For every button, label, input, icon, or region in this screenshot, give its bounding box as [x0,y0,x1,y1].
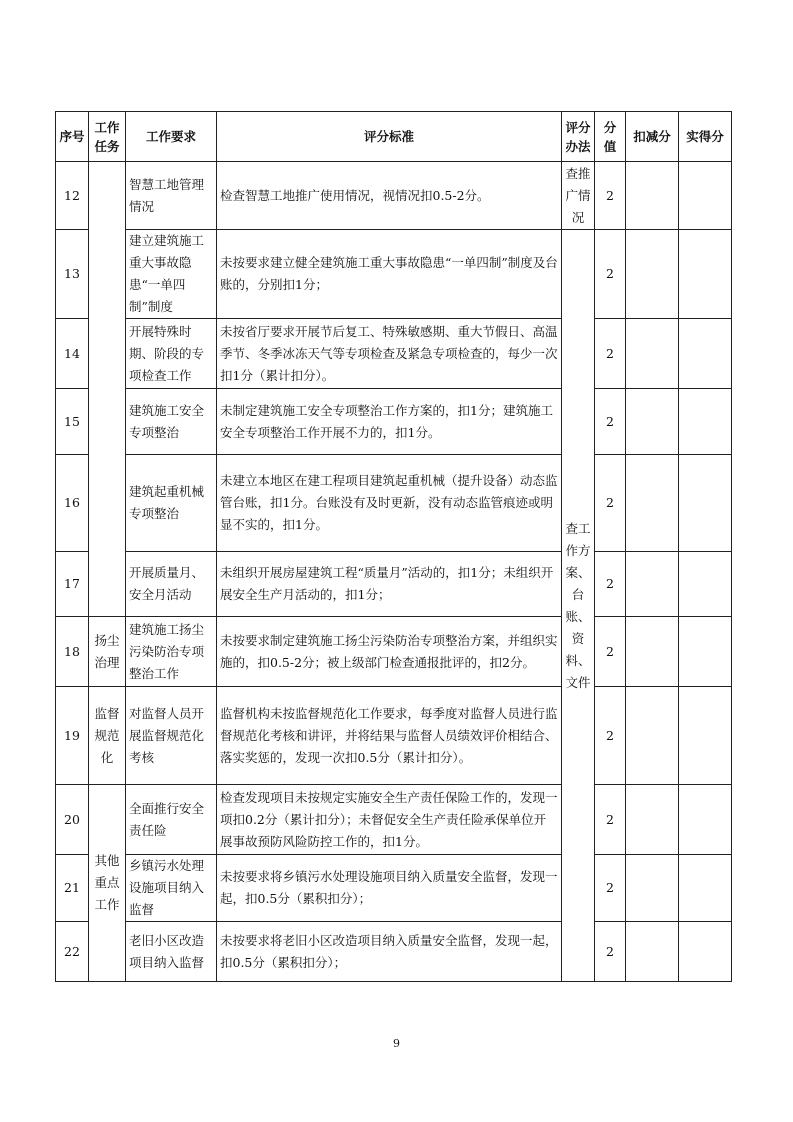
row-criteria: 未制定建筑施工安全专项整治工作方案的，扣1分；建筑施工安全专项整治工作开展不力的，扣1分。 [217,389,562,455]
row-deduct[interactable] [626,230,679,319]
row-actual[interactable] [679,552,732,617]
row-actual[interactable] [679,162,732,230]
row-actual[interactable] [679,319,732,389]
row-actual[interactable] [679,855,732,922]
page-number: 9 [393,1037,400,1050]
row-no: 20 [56,785,89,855]
row-actual[interactable] [679,922,732,982]
header-req: 工作要求 [126,112,217,162]
row-no: 12 [56,162,89,230]
table-row [56,922,732,982]
row-requirement: 乡镇污水处理设施项目纳入监督 [126,855,217,922]
table-row [56,162,732,230]
row-actual[interactable] [679,617,732,687]
row-score: 2 [595,855,626,922]
task-group-blank [89,162,126,617]
row-deduct[interactable] [626,617,679,687]
table-row [56,687,732,785]
row-actual[interactable] [679,389,732,455]
row-score: 2 [595,617,626,687]
row-score: 2 [595,552,626,617]
row-requirement: 老旧小区改造项目纳入监督 [126,922,217,982]
scoring-table [55,111,732,982]
header-score: 分值 [595,112,626,162]
table-row [56,617,732,687]
row-criteria: 监督机构未按监督规范化工作要求，每季度对监督人员进行监督规范化考核和讲评，并将结果与监督人员绩效评价相结合、落实奖惩的，发现一次扣0.5分（累计扣分）。 [217,687,562,785]
row-requirement: 建筑施工安全专项整治 [126,389,217,455]
table-row [56,855,732,922]
row-requirement: 建筑施工扬尘污染防治专项整治工作 [126,617,217,687]
row-actual[interactable] [679,785,732,855]
row-score: 2 [595,162,626,230]
task-group-dust: 扬尘治理 [89,617,126,687]
row-score: 2 [595,922,626,982]
task-group-other: 其他重点工作 [89,785,126,982]
table-row [56,785,732,855]
row-no: 16 [56,455,89,552]
row-deduct[interactable] [626,785,679,855]
row-actual[interactable] [679,455,732,552]
row-actual[interactable] [679,687,732,785]
row-criteria: 未按要求建立健全建筑施工重大事故隐患“一单四制”制度及台账的，分别扣1分； [217,230,562,319]
row-requirement: 对监督人员开展监督规范化考核 [126,687,217,785]
row-score: 2 [595,319,626,389]
row-deduct[interactable] [626,319,679,389]
row-criteria: 未组织开展房屋建筑工程“质量月”活动的，扣1分；未组织开展安全生产月活动的，扣1分； [217,552,562,617]
row-no: 15 [56,389,89,455]
row-no: 19 [56,687,89,785]
table-row [56,455,732,552]
row-no: 22 [56,922,89,982]
row-criteria: 检查智慧工地推广使用情况，视情况扣0.5-2分。 [217,162,562,230]
row-deduct[interactable] [626,855,679,922]
row-deduct[interactable] [626,687,679,785]
row-deduct[interactable] [626,162,679,230]
row-criteria: 未按要求制定建筑施工扬尘污染防治专项整治方案，并组织实施的，扣0.5-2分；被上级部门检查通报批评的，扣2分。 [217,617,562,687]
row-no: 18 [56,617,89,687]
table-row [56,230,732,319]
row-criteria: 未按要求将老旧小区改造项目纳入质量安全监督，发现一起，扣0.5分（累积扣分）； [217,922,562,982]
row-deduct[interactable] [626,552,679,617]
row-no: 21 [56,855,89,922]
header-deduct: 扣减分 [626,112,679,162]
row-score: 2 [595,687,626,785]
row-score: 2 [595,455,626,552]
table-row [56,319,732,389]
row-criteria: 未按省厅要求开展节后复工、特殊敏感期、重大节假日、高温季节、冬季冰冻天气等专项检查及紧急专项检查的，每少一次扣1分（累计扣分）。 [217,319,562,389]
row-criteria: 未建立本地区在建工程项目建筑起重机械（提升设备）动态监管台账，扣1分。台账没有及时更新，没有动态监管痕迹或明显不实的，扣1分。 [217,455,562,552]
header-method: 评分办法 [562,112,595,162]
header-task: 工作任务 [89,112,126,162]
task-group-supervision: 监督规范化 [89,687,126,785]
table-row [56,389,732,455]
table-row [56,552,732,617]
row-no: 14 [56,319,89,389]
header-row [56,112,732,162]
row-score: 2 [595,230,626,319]
row-deduct[interactable] [626,455,679,552]
row-no: 13 [56,230,89,319]
header-criteria: 评分标准 [217,112,562,162]
row-score: 2 [595,389,626,455]
row-requirement: 开展特殊时期、阶段的专项检查工作 [126,319,217,389]
row-requirement: 智慧工地管理情况 [126,162,217,230]
row-actual[interactable] [679,230,732,319]
row-requirement: 开展质量月、安全月活动 [126,552,217,617]
row-deduct[interactable] [626,389,679,455]
row-requirement: 建筑起重机械专项整治 [126,455,217,552]
row-criteria: 未按要求将乡镇污水处理设施项目纳入质量安全监督，发现一起，扣0.5分（累积扣分）； [217,855,562,922]
row-no: 17 [56,552,89,617]
row-requirement: 建立建筑施工重大事故隐患“一单四制”制度 [126,230,217,319]
header-seq: 序号 [56,112,89,162]
row-score: 2 [595,785,626,855]
row-criteria: 检查发现项目未按规定实施安全生产责任保险工作的，发现一项扣0.2分（累计扣分）；未督促安全生产责任险承保单位开展事故预防风险防控工作的，扣1分。 [217,785,562,855]
method-cell: 查推广情况 [562,162,595,230]
method-cell-main: 查工作方案、台账、资料、文件 [562,230,595,982]
row-deduct[interactable] [626,922,679,982]
row-requirement: 全面推行安全责任险 [126,785,217,855]
header-actual: 实得分 [679,112,732,162]
